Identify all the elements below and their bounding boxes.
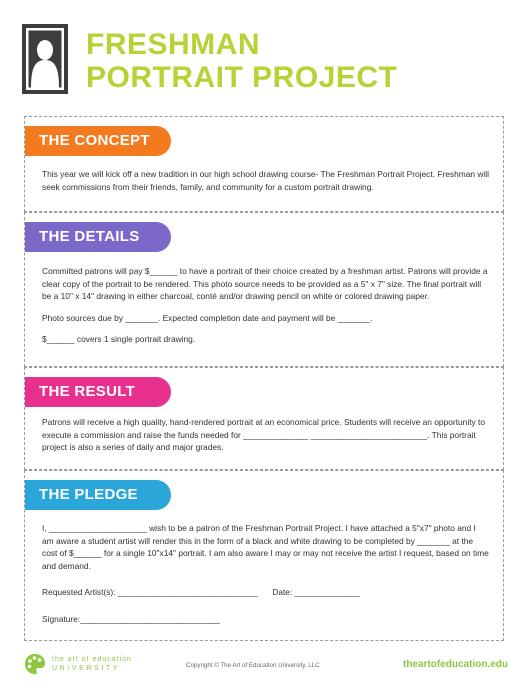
website-link[interactable]: theartofeducation.edu bbox=[402, 659, 508, 670]
title-line-1: FRESHMAN bbox=[86, 28, 260, 61]
date-field[interactable]: Date: ______________ bbox=[272, 587, 360, 598]
details-text bbox=[42, 265, 489, 346]
logo-line-1: the art of education bbox=[52, 656, 132, 663]
requested-artist-row bbox=[42, 586, 489, 599]
details-paragraph-3: $______ covers 1 single portrait drawing. bbox=[42, 334, 196, 345]
logo-line-2: UNIVERSITY bbox=[52, 665, 121, 672]
result-heading: THE RESULT bbox=[25, 377, 171, 407]
title-line-2: PORTRAIT PROJECT bbox=[86, 61, 398, 94]
footer-logo-text bbox=[52, 655, 132, 673]
pledge-text: I, _____________________ wish to be a patron of the Freshman Portrait Project. I have attached a 5"x7" photo and I am aware a student artist will render this in the form of a black and white drawing to be completed by _______ at the cost of $______ for a single 10"x14" portrait. I am also aware I may or may not receive the artist I request, based on time and demand. Requested Artist(s): ______________________________ Date: ______________ Signature:______________________________ bbox=[42, 523, 489, 624]
details-paragraph-1: Committed patrons will pay $______ to have a portrait of their choice created by a freshman artist. Patrons will provide a clear copy of the portrait to be rendered. This photo source needs to be provided as a 5" x 7" size. The final portrait will be a 10" x 14" drawing in either charcoal, conté and/or drawing pencil on white or colored drawing paper. bbox=[42, 266, 488, 302]
palette-icon bbox=[24, 652, 46, 676]
portrait-silhouette-icon bbox=[22, 24, 68, 94]
details-heading: THE DETAILS bbox=[25, 222, 171, 252]
page-footer bbox=[24, 652, 508, 682]
pledge-section bbox=[24, 470, 504, 641]
concept-text: This year we will kick off a new tradition in our high school drawing course- The Freshman Portrait Project. Freshman will seek commissions from their friends, family, and community for a custom portrait drawing. bbox=[42, 169, 490, 192]
copyright-text: Copyright © The Art of Education University, LLC bbox=[186, 662, 320, 669]
pledge-heading: THE PLEDGE bbox=[25, 480, 171, 510]
result-section bbox=[24, 367, 504, 470]
page-header bbox=[22, 24, 512, 104]
requested-artist-field[interactable]: Requested Artist(s): ______________________________ bbox=[42, 587, 258, 598]
result-text: Patrons will receive a high quality, hand-rendered portrait at an economical price. Students will receive an opportunity to execute a commission and raise the funds needed for ______________ _________________________. This portrait project is also a series of daily and major grades. bbox=[42, 417, 486, 453]
page-title bbox=[86, 28, 397, 94]
details-section bbox=[24, 212, 504, 367]
concept-heading: THE CONCEPT bbox=[25, 126, 171, 156]
details-paragraph-2: Photo sources due by _______. Expected completion date and payment will be _______. bbox=[42, 312, 373, 323]
concept-section bbox=[24, 116, 504, 212]
signature-field[interactable]: Signature:______________________________ bbox=[42, 613, 220, 624]
